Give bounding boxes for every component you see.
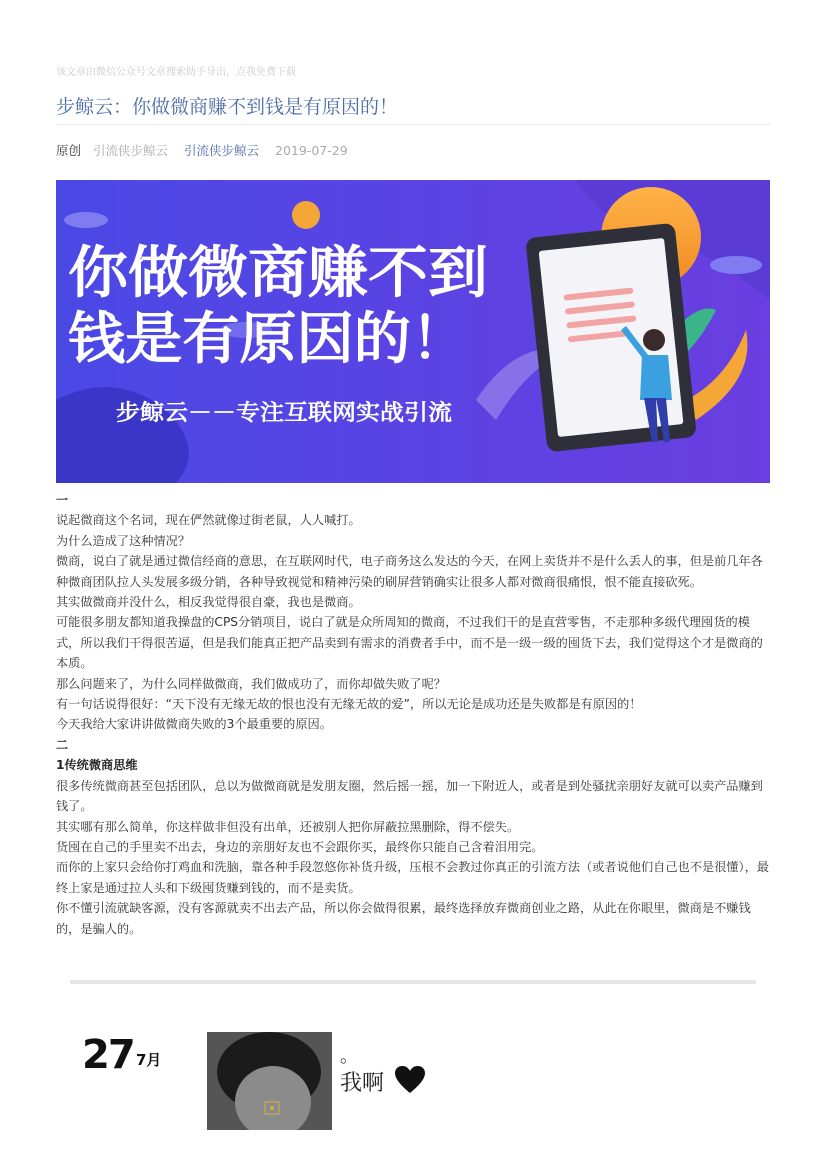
black-heart-icon <box>395 1066 425 1094</box>
banner-headline-line2: 钱是有原因的！ <box>68 307 468 372</box>
original-tag: 原创 <box>56 143 82 158</box>
paragraph: 微商，说白了就是通过微信经商的意思，在互联网时代，电子商务这么发达的今天，在网上卖货并不是什么丢人的事，但是前几年各种微商团队拉人头发展多级分销，各种导致视觉和精神污染的刷屏营销确实让很多人都对微商很痛恨，恨不能直接砍死。 <box>56 554 763 589</box>
paragraph: 有一句话说得很好：“天下没有无缘无故的恨也没有无缘无故的爱”，所以无论是成功还是失败都是有原因的！ <box>56 697 642 712</box>
paragraph: 那么问题来了，为什么同样做微商，我们做成功了，而你却做失败了呢？ <box>56 676 446 691</box>
footer-month: 7月 <box>136 1051 162 1069</box>
paragraph: 说起微商这个名词，现在俨然就像过街老鼠，人人喊打。 <box>56 513 361 528</box>
account-link[interactable]: 引流侠步鲸云 <box>184 143 260 158</box>
banner-slogan: 步鲸云－－专注互联网实战引流 <box>116 401 425 426</box>
export-watermark-link[interactable]: 该文章由微信公众号文章搜索助手导出，点我免费下载 <box>56 67 296 78</box>
article-meta <box>56 141 348 159</box>
paragraph: 很多传统微商甚至包括团队，总以为做微商就是发朋友圈，然后摇一摇，加一下附近人，或者是到处骚扰亲朋好友就可以卖产品赚到钱了。 <box>56 778 763 814</box>
small-sun-shape <box>292 201 320 229</box>
footer-caption <box>340 1066 425 1097</box>
footer-caption-dot: 。 <box>340 1046 358 1067</box>
tablet-illustration <box>525 223 697 453</box>
article-body <box>56 490 770 939</box>
publish-date: 2019-07-29 <box>275 143 348 158</box>
paragraph: 货囤在自己的手里卖不出去，身边的亲朋好友也不会跟你买，最终你只能自己含着泪用完。 <box>56 839 544 854</box>
banner-image <box>56 180 770 483</box>
paragraph: 可能很多朋友都知道我操盘的CPS分销项目，说白了就是众所周知的微商，不过我们干的是直营零售，不走那种多级代理囤货的模式，所以我们干得很苦逼，但是我们能真正把产品卖到有需求的消费者手中，而不是一级一级的囤货下去，我们觉得这个才是微商的本质。 <box>56 615 763 671</box>
paragraph: 而你的上家只会给你打鸡血和洗脑，靠各种手段忽悠你补货升级，压根不会教过你真正的引流方法（或者说他们自己也不是很懂），最终上家是通过拉人头和下级囤货赚到钱的，而不是卖货。 <box>56 860 769 895</box>
paragraph: 今天我给大家讲讲做微商失败的3个最重要的原因。 <box>56 717 332 732</box>
author-name: 引流侠步鲸云 <box>93 143 169 158</box>
footer-day: 27 <box>82 1032 134 1078</box>
subheading: 1传统微商思维 <box>56 758 138 773</box>
paragraph: 其实做微商并没什么，相反我觉得很自豪，我也是微商。 <box>56 595 361 610</box>
title-divider <box>56 124 770 125</box>
section-marker: 二 <box>56 737 69 752</box>
footer-caption-text: 我啊 <box>340 1071 385 1096</box>
banner-headline-line1: 你做微商赚不到 <box>68 241 488 306</box>
footer-photo <box>207 1032 332 1130</box>
article-end-divider <box>70 980 756 984</box>
footer-card <box>56 1032 770 1142</box>
section-marker: 一 <box>56 493 69 507</box>
paragraph: 你不懂引流就缺客源，没有客源就卖不出去产品，所以你会做得很累，最终选择放弃微商创业之路，从此在你眼里，微商是不赚钱的，是骗人的。 <box>56 901 751 936</box>
paragraph: 为什么造成了这种情况？ <box>56 533 191 548</box>
article-title: 步鲸云：你做微商赚不到钱是有原因的！ <box>56 96 399 118</box>
paragraph: 其实哪有那么简单，你这样做非但没有出单，还被别人把你屏蔽拉黑删除，得不偿失。 <box>56 819 520 834</box>
